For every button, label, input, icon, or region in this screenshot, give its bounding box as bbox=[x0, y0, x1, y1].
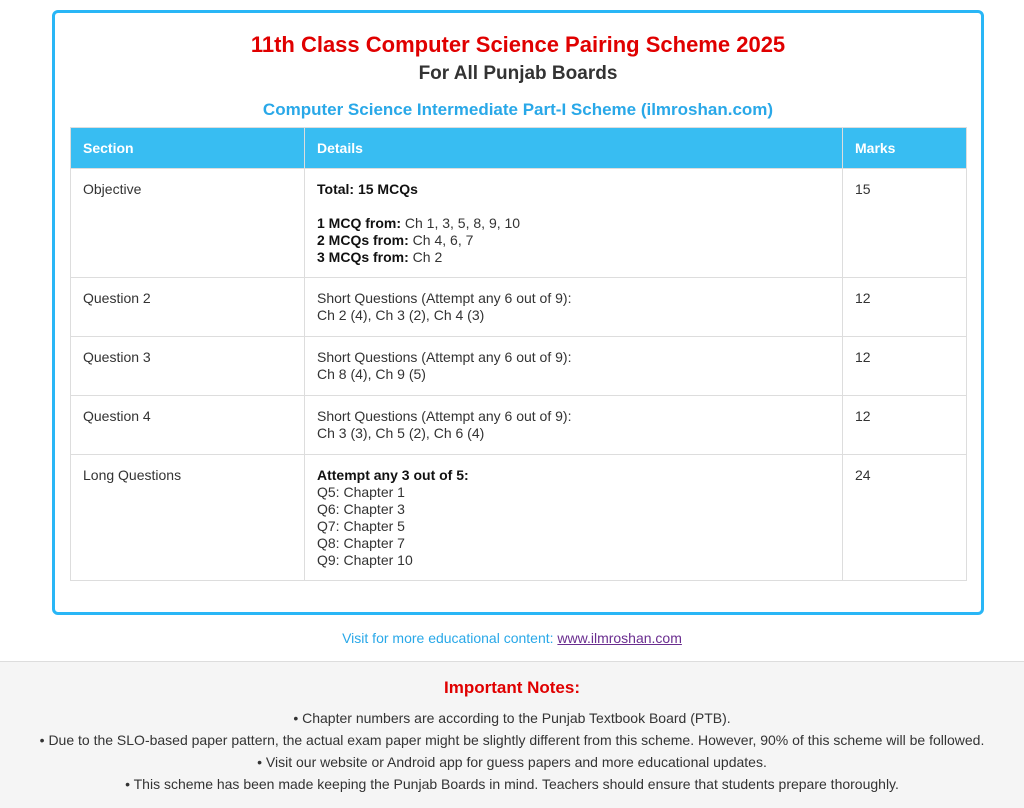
long-question-item: Q9: Chapter 10 bbox=[317, 552, 413, 568]
marks-cell: 12 bbox=[843, 278, 967, 337]
marks-cell: 15 bbox=[843, 169, 967, 278]
visit-text: Visit for more educational content: bbox=[342, 630, 558, 646]
notes-list bbox=[0, 710, 1024, 798]
section-cell: Question 4 bbox=[71, 396, 305, 455]
table-row bbox=[71, 455, 967, 581]
table-row bbox=[71, 169, 967, 278]
long-question-item: Q7: Chapter 5 bbox=[317, 518, 405, 534]
column-header-details: Details bbox=[305, 128, 843, 169]
mcq-line: 2 MCQs from: Ch 4, 6, 7 bbox=[317, 232, 474, 248]
mcq-line: 1 MCQ from: Ch 1, 3, 5, 8, 9, 10 bbox=[317, 215, 521, 231]
marks-cell: 12 bbox=[843, 337, 967, 396]
mcq-total: Total: 15 MCQs bbox=[317, 181, 418, 197]
scheme-card bbox=[52, 10, 984, 615]
table-row bbox=[71, 278, 967, 337]
note-item: • This scheme has been made keeping the Punjab Boards in mind. Teachers should ensure that students prepare thoroughly. bbox=[125, 776, 899, 792]
column-header-marks: Marks bbox=[843, 128, 967, 169]
pairing-scheme-table bbox=[70, 127, 967, 581]
table-header-row bbox=[71, 128, 967, 169]
long-question-item: Q6: Chapter 3 bbox=[317, 501, 405, 517]
table-row bbox=[71, 396, 967, 455]
notes-title: Important Notes: bbox=[444, 678, 580, 697]
marks-cell: 24 bbox=[843, 455, 967, 581]
table-row bbox=[71, 337, 967, 396]
page-title: 11th Class Computer Science Pairing Scheme 2025 bbox=[250, 32, 786, 57]
column-header-section: Section bbox=[71, 128, 305, 169]
page-subtitle: For All Punjab Boards bbox=[418, 63, 618, 84]
section-cell: Long Questions bbox=[71, 455, 305, 581]
table-caption: Computer Science Intermediate Part-I Scheme (ilmroshan.com) bbox=[262, 100, 774, 119]
note-item: • Due to the SLO-based paper pattern, the actual exam paper might be slightly different from this scheme. However, 90% of this scheme will be followed. bbox=[39, 732, 985, 748]
section-cell: Question 2 bbox=[71, 278, 305, 337]
details-cell bbox=[305, 455, 843, 581]
details-cell: Short Questions (Attempt any 6 out of 9): Ch 2 (4), Ch 3 (2), Ch 4 (3) bbox=[305, 278, 843, 337]
marks-cell: 12 bbox=[843, 396, 967, 455]
long-questions-heading: Attempt any 3 out of 5: bbox=[317, 467, 469, 483]
section-cell: Objective bbox=[71, 169, 305, 278]
note-item: • Visit our website or Android app for guess papers and more educational updates. bbox=[257, 754, 767, 770]
long-question-item: Q5: Chapter 1 bbox=[317, 484, 405, 500]
long-question-item: Q8: Chapter 7 bbox=[317, 535, 405, 551]
mcq-line: 3 MCQs from: Ch 2 bbox=[317, 249, 443, 265]
section-cell: Question 3 bbox=[71, 337, 305, 396]
details-cell bbox=[305, 169, 843, 278]
website-link[interactable]: www.ilmroshan.com bbox=[557, 630, 682, 646]
details-cell: Short Questions (Attempt any 6 out of 9): Ch 3 (3), Ch 5 (2), Ch 6 (4) bbox=[305, 396, 843, 455]
details-cell: Short Questions (Attempt any 6 out of 9): Ch 8 (4), Ch 9 (5) bbox=[305, 337, 843, 396]
note-item: • Chapter numbers are according to the Punjab Textbook Board (PTB). bbox=[293, 710, 731, 726]
visit-line bbox=[0, 630, 1024, 646]
important-notes bbox=[0, 661, 1024, 808]
